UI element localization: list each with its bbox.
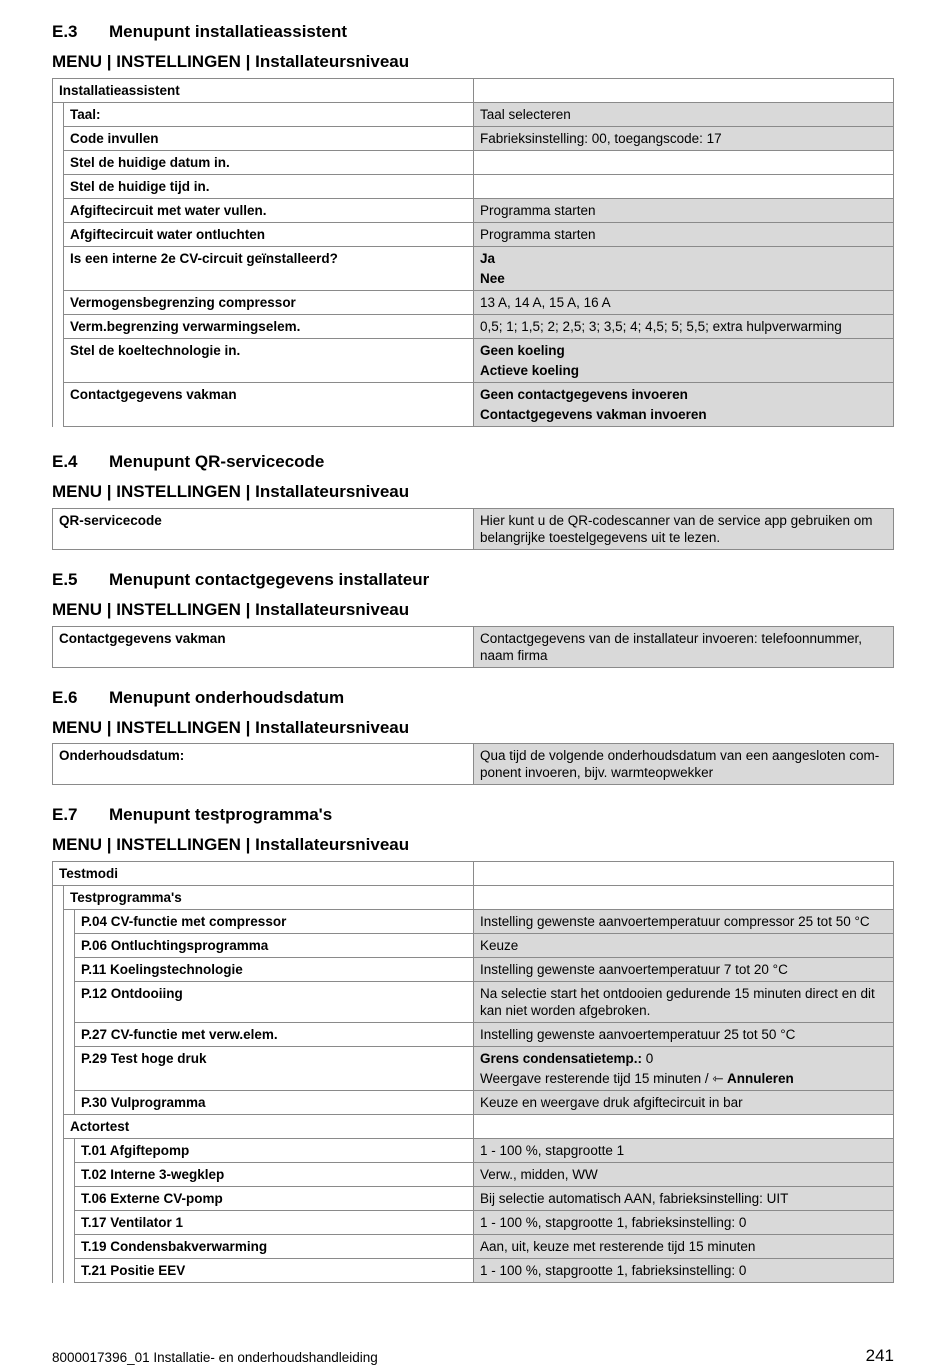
value-line: [480, 1070, 887, 1087]
row-value: [474, 127, 894, 151]
value-line: Ja: [480, 251, 496, 266]
table-row: [53, 223, 894, 247]
indent-cell: [53, 1023, 64, 1047]
indent-cell: [64, 1023, 75, 1047]
table-qr-servicecode: [52, 508, 894, 550]
table-row: [53, 1259, 894, 1283]
table-row: [53, 934, 894, 958]
table-row: [53, 199, 894, 223]
section-number: E.6: [52, 688, 78, 707]
section-title-e6: [52, 688, 344, 708]
indent-cell: [64, 958, 75, 982]
row-value: [474, 1047, 894, 1091]
menu-path-e7: MENU | INSTELLINGEN | Installateursniveau: [52, 835, 410, 854]
row-value: [474, 291, 894, 315]
indent-cell: [53, 315, 64, 339]
indent-cell: [53, 1115, 64, 1139]
table-row: [53, 1211, 894, 1235]
value-line: Nee: [480, 271, 505, 286]
table-row: [53, 627, 894, 668]
table-subheader-row: [53, 886, 894, 910]
indent-cell: [64, 1091, 75, 1115]
table-header-label: Testmodi: [53, 862, 474, 886]
indent-cell: [64, 1211, 75, 1235]
subheader-label: Actortest: [64, 1115, 474, 1139]
indent-cell: [64, 982, 75, 1023]
table-installatieassistent: [52, 78, 894, 427]
value-text: Aan, uit, keuze met resterende tijd 15 minuten: [480, 1239, 756, 1254]
table-header-row: [53, 862, 894, 886]
section-number: E.3: [52, 22, 78, 41]
section-heading: Menupunt QR-servicecode: [109, 452, 325, 471]
value-text: 1 - 100 %, stapgrootte 1: [480, 1143, 625, 1158]
value-text: Na selectie start het ontdooien gedurende 15 minuten direct en dit kan niet worden afgebroken.: [480, 986, 875, 1018]
row-label: P.11 Koelingstechnologie: [75, 958, 474, 982]
table-row: [53, 175, 894, 199]
table-row: [53, 1163, 894, 1187]
row-label: T.01 Afgiftepomp: [75, 1139, 474, 1163]
row-value: [474, 199, 894, 223]
indent-cell: [53, 886, 64, 910]
table-row: [53, 910, 894, 934]
value-pre: Weergave resterende tijd 15 minuten /: [480, 1071, 713, 1086]
value-line: Fabrieksinstelling: 00, toegangscode: 17: [480, 131, 722, 146]
section-title-e4: [52, 452, 324, 472]
subheader-value: [474, 1115, 894, 1139]
indent-cell: [53, 958, 64, 982]
row-label: Stel de huidige tijd in.: [64, 175, 474, 199]
indent-cell: [53, 1139, 64, 1163]
value-text: Instelling gewenste aanvoertemperatuur 25 tot 50 °C: [480, 1027, 796, 1042]
table-header-value: [474, 79, 894, 103]
row-value: [474, 103, 894, 127]
table-row: [53, 291, 894, 315]
row-label: T.06 Externe CV-pomp: [75, 1187, 474, 1211]
indent-cell: [53, 1211, 64, 1235]
table-header-row: [53, 79, 894, 103]
indent-cell: [53, 910, 64, 934]
row-label: Stel de koeltechnologie in.: [64, 339, 474, 383]
table-subheader-row: [53, 1115, 894, 1139]
section-number: E.5: [52, 570, 78, 589]
value-line: Programma starten: [480, 203, 596, 218]
section-title-e3: [52, 22, 347, 42]
table-row: [53, 1235, 894, 1259]
table-row: [53, 103, 894, 127]
indent-cell: [53, 1047, 64, 1091]
row-value: [474, 1187, 894, 1211]
section-title-e7: [52, 805, 332, 825]
row-value: Hier kunt u de QR-codescanner van de service app gebruiken om belangrijke toestelgegevens uit te lezen.: [474, 509, 894, 550]
row-value: [474, 910, 894, 934]
indent-cell: [53, 934, 64, 958]
row-value: [474, 383, 894, 427]
indent-cell: [53, 982, 64, 1023]
value-text: Bij selectie automatisch AAN, fabrieksinstelling: UIT: [480, 1191, 789, 1206]
section-heading: Menupunt contactgegevens installateur: [109, 570, 430, 589]
value-line: 13 A, 14 A, 15 A, 16 A: [480, 295, 611, 310]
table-row: [53, 151, 894, 175]
table-row: [53, 247, 894, 291]
footer-document-id: 8000017396_01 Installatie- en onderhoudshandleiding: [52, 1350, 378, 1365]
value-rest: 0: [642, 1051, 654, 1066]
indent-cell: [53, 199, 64, 223]
indent-cell: [53, 1235, 64, 1259]
row-label: Contactgegevens vakman: [64, 383, 474, 427]
table-header-value: [474, 862, 894, 886]
table-row: [53, 1139, 894, 1163]
indent-cell: [53, 103, 64, 127]
section-number: E.7: [52, 805, 78, 824]
row-label: Taal:: [64, 103, 474, 127]
row-label: P.29 Test hoge druk: [75, 1047, 474, 1091]
indent-cell: [64, 934, 75, 958]
indent-cell: [53, 1163, 64, 1187]
table-row: [53, 383, 894, 427]
row-value: [474, 982, 894, 1023]
row-label: T.21 Positie EEV: [75, 1259, 474, 1283]
subheader-label: Testprogramma's: [64, 886, 474, 910]
row-label: P.30 Vulprogramma: [75, 1091, 474, 1115]
row-value: [474, 1235, 894, 1259]
row-label: T.02 Interne 3-wegklep: [75, 1163, 474, 1187]
menu-path-e6: MENU | INSTELLINGEN | Installateursniveau: [52, 718, 410, 737]
value-line: Geen contactgegevens invoeren: [480, 387, 688, 402]
indent-cell: [53, 151, 64, 175]
indent-cell: [53, 383, 64, 427]
row-label: Vermogensbegrenzing compressor: [64, 291, 474, 315]
row-label: P.06 Ontluchtingsprogramma: [75, 934, 474, 958]
table-header-label: Installatieassistent: [53, 79, 474, 103]
menu-path-e4: MENU | INSTELLINGEN | Installateursniveau: [52, 482, 410, 501]
row-label: QR-servicecode: [53, 509, 474, 550]
value-text: Instelling gewenste aanvoertemperatuur compressor 25 tot 50 °C: [480, 914, 870, 929]
section-heading: Menupunt onderhoudsdatum: [109, 688, 345, 707]
value-line: Actieve koeling: [480, 363, 580, 378]
cancel-label: Annuleren: [723, 1071, 794, 1086]
menu-path-e5: MENU | INSTELLINGEN | Installateursniveau: [52, 600, 410, 619]
indent-cell: [64, 1163, 75, 1187]
indent-cell: [53, 291, 64, 315]
row-value: [474, 1139, 894, 1163]
value-text: Instelling gewenste aanvoertemperatuur 7 tot 20 °C: [480, 962, 788, 977]
indent-cell: [64, 910, 75, 934]
table-row: [53, 982, 894, 1023]
value-line: [480, 1050, 887, 1067]
indent-cell: [53, 247, 64, 291]
menu-path-e3: MENU | INSTELLINGEN | Installateursniveau: [52, 52, 410, 71]
table-row: [53, 958, 894, 982]
table-row: [53, 509, 894, 550]
table-onderhoudsdatum: [52, 743, 894, 785]
indent-cell: [53, 1259, 64, 1283]
page-number: 241: [865, 1346, 894, 1365]
table-row: [53, 1091, 894, 1115]
row-label: Verm.begrenzing verwarmingselem.: [64, 315, 474, 339]
row-label: T.19 Condensbakverwarming: [75, 1235, 474, 1259]
table-row: [53, 744, 894, 785]
table-row: [53, 1023, 894, 1047]
indent-cell: [64, 1047, 75, 1091]
row-label: Stel de huidige datum in.: [64, 151, 474, 175]
indent-cell: [53, 1187, 64, 1211]
table-row: [53, 339, 894, 383]
row-value: [474, 958, 894, 982]
value-text: Keuze: [480, 938, 519, 953]
row-value: [474, 223, 894, 247]
table-row: [53, 127, 894, 151]
row-value: Contactgegevens van de installateur invoeren: telefoonnummer, naam firma: [474, 627, 894, 668]
back-arrow-icon: ⇽: [712, 1071, 724, 1086]
row-value: [474, 1023, 894, 1047]
table-contactgegevens: [52, 626, 894, 668]
row-label: P.12 Ontdooiing: [75, 982, 474, 1023]
row-value: [474, 934, 894, 958]
value-text: Keuze en weergave druk afgiftecircuit in bar: [480, 1095, 743, 1110]
section-number: E.4: [52, 452, 78, 471]
indent-cell: [64, 1139, 75, 1163]
section-title-e5: [52, 570, 429, 590]
indent-cell: [53, 127, 64, 151]
indent-cell: [53, 1091, 64, 1115]
value-line: Geen koeling: [480, 343, 565, 358]
row-value: [474, 339, 894, 383]
row-label: T.17 Ventilator 1: [75, 1211, 474, 1235]
table-testmodi: [52, 861, 894, 1283]
subheader-value: [474, 886, 894, 910]
section-heading: Menupunt testprogramma's: [109, 805, 333, 824]
row-value: Qua tijd de volgende onderhoudsdatum van een aangesloten com-ponent invoeren, bijv. warmteopwekker: [474, 744, 894, 785]
indent-cell: [64, 1259, 75, 1283]
row-value: [474, 247, 894, 291]
row-label: Onderhoudsdatum:: [53, 744, 474, 785]
row-label: Contactgegevens vakman: [53, 627, 474, 668]
row-value: [474, 1163, 894, 1187]
row-value: [474, 1211, 894, 1235]
value-bold: Grens condensatietemp.:: [480, 1051, 643, 1066]
row-label: Is een interne 2e CV-circuit geïnstalleerd?: [64, 247, 474, 291]
table-row: [53, 1047, 894, 1091]
indent-cell: [53, 223, 64, 247]
value-line: Contactgegevens vakman invoeren: [480, 407, 707, 422]
table-row: [53, 1187, 894, 1211]
row-label: Code invullen: [64, 127, 474, 151]
value-line: Programma starten: [480, 227, 596, 242]
table-row: [53, 315, 894, 339]
row-label: Afgiftecircuit water ontluchten: [64, 223, 474, 247]
value-line: 0,5; 1; 1,5; 2; 2,5; 3; 3,5; 4; 4,5; 5; 5,5; extra hulpverwarming: [480, 319, 842, 334]
value-text: 1 - 100 %, stapgrootte 1, fabrieksinstelling: 0: [480, 1263, 747, 1278]
row-value: [474, 151, 894, 175]
row-label: P.27 CV-functie met verw.elem.: [75, 1023, 474, 1047]
indent-cell: [64, 1187, 75, 1211]
row-value: [474, 1259, 894, 1283]
section-heading: Menupunt installatieassistent: [109, 22, 348, 41]
indent-cell: [53, 175, 64, 199]
indent-cell: [53, 339, 64, 383]
row-label: P.04 CV-functie met compressor: [75, 910, 474, 934]
row-value: [474, 175, 894, 199]
row-value: [474, 1091, 894, 1115]
value-text: Verw., midden, WW: [480, 1167, 598, 1182]
row-label: Afgiftecircuit met water vullen.: [64, 199, 474, 223]
row-value: [474, 315, 894, 339]
indent-cell: [64, 1235, 75, 1259]
value-line: Taal selecteren: [480, 107, 571, 122]
value-text: 1 - 100 %, stapgrootte 1, fabrieksinstelling: 0: [480, 1215, 747, 1230]
